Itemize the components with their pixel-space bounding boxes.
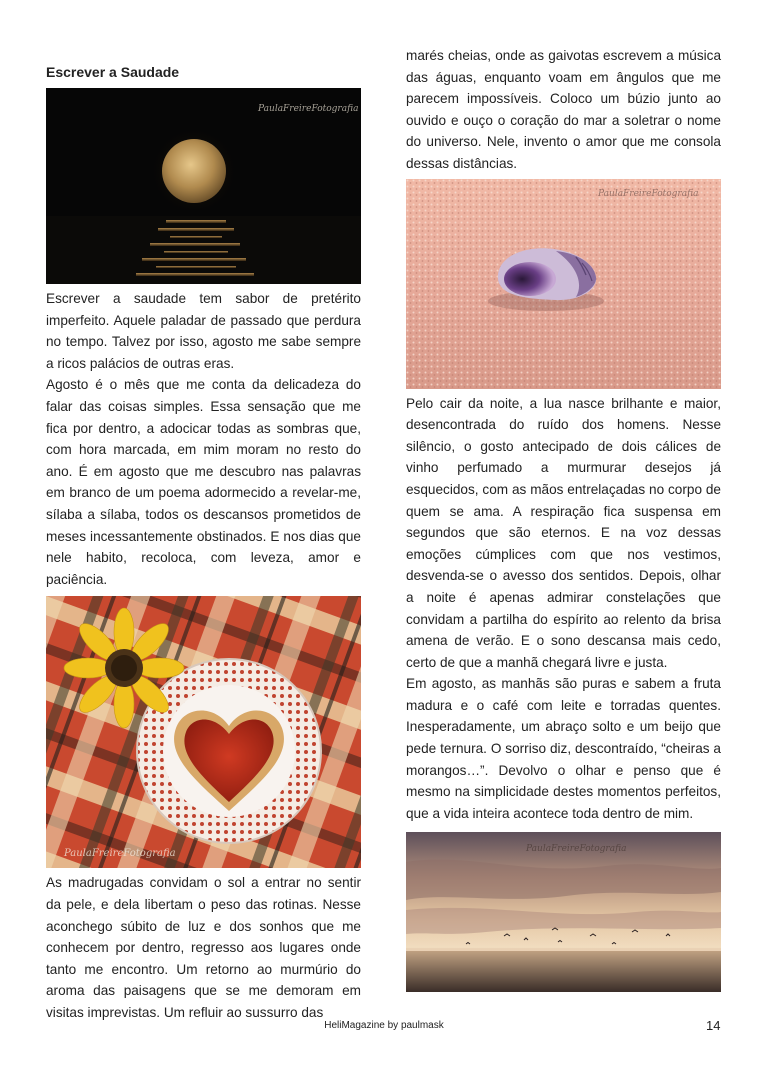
sunflower-heart-toast-image [46, 596, 361, 868]
paragraph: Pelo cair da noite, a lua nasce brilhante e maior, desencontrada do ruído dos homens. Nesse silêncio, o gosto antecipado de dois cálices de vinho perfumado a murmurar desejos já esquecidos, com as mãos entrelaçadas no corpo de quem se ama. A respiração fica suspensa em segundos que são eternos. E na voz dessas emoções cúmplices com que nos vestimos, desvenda-se o avesso dos sentidos. Depois, olhar a noite é apenas admirar constelações que convidam a partilha do espírito ao relento da brisa amena de verão. E o sono descansa mais cedo, certo de que a manhã chegará livre e justa. [406, 395, 721, 670]
seashell-photo [406, 179, 721, 389]
photo-watermark: PaulaFreireFotografia [64, 848, 176, 860]
paragraph: As madrugadas convidam o sol a entrar no sentir da pele, e dela libertam o peso das rotinas. Nesse aconchego súbito de luz e dos sonhos que me conhecem por dentro, regresso aos lugares onde tanto me encontro. Um retorno ao murmúrio do aroma das paisagens que se me demoram em visitas imprevistas. Um refluir ao sussurro das [46, 875, 361, 1020]
paragraph: Agosto é o mês que me conta da delicadeza do falar das coisas simples. Essa sensação que me fica por dentro, a adocicar todas as sombras que, com hora marcada, em mim moram no resto do ano. É em agosto que me descubro nas palavras em branco de um poema adormecido a revelar-me, sílaba a sílaba, todos os descansos prometidos de meses incessantemente obstinados. E nos dias que nele habito, recoloca, com leveza, amor e paciência. [46, 377, 361, 587]
article-title: Escrever a Saudade [46, 64, 180, 80]
moon-over-sea-image [46, 88, 361, 284]
page-number: 14 [706, 1018, 721, 1033]
sunset-sea-photo [406, 832, 721, 992]
sunset-over-sea-image [406, 832, 721, 992]
photo-watermark: PaulaFreireFotografia [258, 104, 359, 114]
photo-watermark: PaulaFreireFotografia [598, 188, 699, 199]
photo-watermark: PaulaFreireFotografia [526, 844, 627, 855]
right-column [406, 45, 721, 992]
moon-photo [46, 88, 361, 284]
paragraph: Em agosto, as manhãs são puras e sabem a fruta madura e o café com leite e torradas quentes. Inesperadamente, um abraço solto e um beijo que pede ternura. O sorriso diz, descontraído, “cheiras a morangos…”. Devolvo o olhar e penso que é mesmo na simplicidade destes momentos perfeitos, que a vida inteira acontece toda dentro de mim. [406, 676, 721, 821]
paragraph: marés cheias, onde as gaivotas escrevem a música das águas, enquanto voam em ângulos que me parecem impossíveis. Coloco um búzio junto ao ouvido e ouço o coração do mar a soletrar o nome do universo. Nele, invento o amor que me consola dessas distâncias. [406, 48, 721, 171]
left-column [46, 62, 361, 1023]
breakfast-photo [46, 596, 361, 868]
paragraph: Escrever a saudade tem sabor de pretérito imperfeito. Aquele paladar de passado que perdura no tempo. Talvez por isso, agosto me sabe sempre a ricos palácios de outras eras. [46, 291, 361, 371]
seashell-on-sand-image [406, 179, 721, 389]
footer-magazine-name: HeliMagazine by paulmask [324, 1020, 444, 1031]
